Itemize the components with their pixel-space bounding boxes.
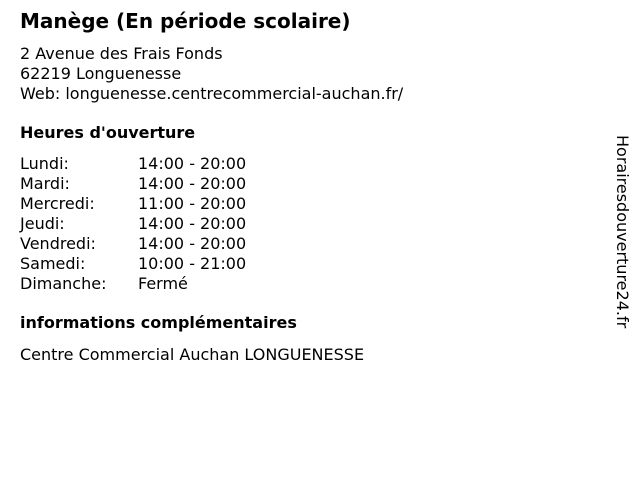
time-value: 14:00 - 20:00	[138, 234, 247, 253]
day-label: Samedi:	[20, 254, 86, 273]
hours-row-sunday	[20, 274, 246, 294]
hours-row-saturday	[20, 254, 246, 274]
opening-hours-heading: Heures d'ouverture	[20, 123, 196, 142]
hours-row-wednesday	[20, 194, 246, 214]
site-watermark: Horairesdouverture24.fr	[613, 135, 632, 329]
time-value: 11:00 - 20:00	[138, 194, 247, 213]
street-address: 2 Avenue des Frais Fonds	[20, 44, 223, 63]
address-block	[20, 44, 403, 104]
hours-row-monday	[20, 154, 246, 174]
time-value: 14:00 - 20:00	[138, 174, 247, 193]
city-postal-code: 62219 Longuenesse	[20, 64, 182, 83]
additional-info-heading: informations complémentaires	[20, 313, 297, 332]
time-value: Fermé	[138, 274, 188, 293]
hours-row-thursday	[20, 214, 246, 234]
hours-row-friday	[20, 234, 246, 254]
additional-info-text: Centre Commercial Auchan LONGUENESSE	[20, 345, 365, 364]
page-title: Manège (En période scolaire)	[20, 9, 351, 33]
day-label: Jeudi:	[20, 214, 65, 233]
day-label: Mardi:	[20, 174, 70, 193]
day-label: Vendredi:	[20, 234, 96, 253]
time-value: 14:00 - 20:00	[138, 214, 247, 233]
time-value: 14:00 - 20:00	[138, 154, 247, 173]
day-label: Dimanche:	[20, 274, 107, 293]
website-link[interactable]: Web: longuenesse.centrecommercial-auchan.fr/	[20, 84, 404, 103]
day-label: Mercredi:	[20, 194, 95, 213]
day-label: Lundi:	[20, 154, 69, 173]
opening-hours-table	[20, 154, 246, 294]
hours-row-tuesday	[20, 174, 246, 194]
time-value: 10:00 - 21:00	[138, 254, 247, 273]
